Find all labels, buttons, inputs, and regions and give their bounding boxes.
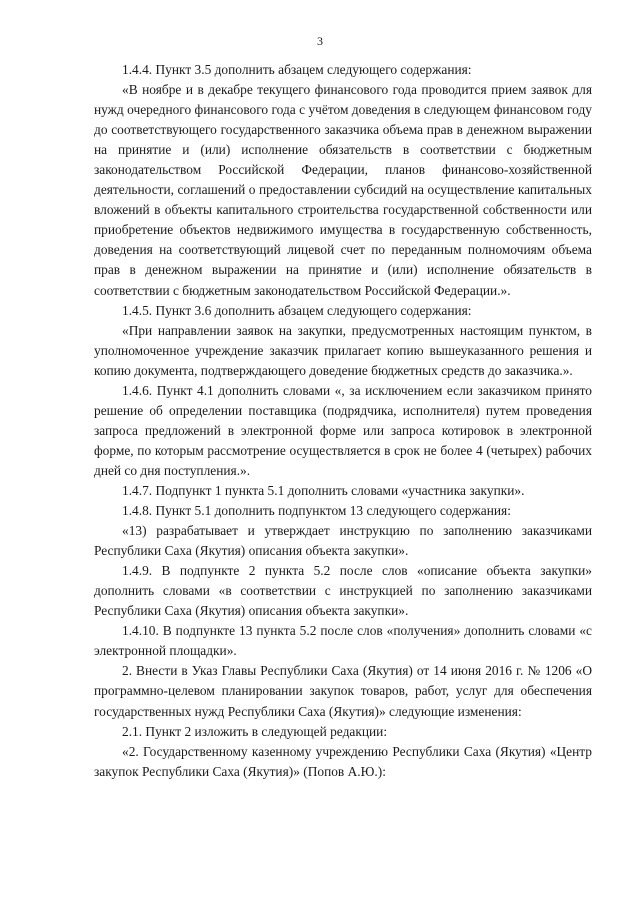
paragraph-1-4-6: 1.4.6. Пункт 4.1 дополнить словами «, за исключением если заказчиком принято решение об определении поставщика (подрядчика, исполнителя) путем проведения запроса предложений в электронной форме или запроса котировок в электронной форме, по которым рассмотрение осуществляется в срок не более 4 (четырех) рабочих дней со дня поступления.». — [94, 382, 592, 478]
paragraph-1-4-10: 1.4.10. В подпункте 13 пункта 5.2 после слов «получения» дополнить словами «с электронной площадки». — [94, 623, 592, 659]
paragraph-1-4-4: 1.4.4. Пункт 3.5 дополнить абзацем следующего содержания: — [122, 62, 472, 77]
paragraph-1-4-8: 1.4.8. Пункт 5.1 дополнить подпунктом 13 следующего содержания: — [122, 503, 511, 519]
page-number: 3 — [317, 34, 323, 48]
paragraph-1-4-5: 1.4.5. Пункт 3.6 дополнить абзацем следующего содержания: — [122, 302, 472, 318]
paragraph-1-4-8-text: «13) разрабатывает и утверждает инструкцию по заполнению заказчиками Республики Саха (Якутия) описания объекта закупки». — [94, 523, 592, 559]
document-body — [94, 60, 592, 782]
paragraph-2: 2. Внести в Указ Главы Республики Саха (Якутия) от 14 июня 2016 г. № 1206 «О программно-целевом планировании закупок товаров, работ, услуг для обеспечения государственных нужд Республики Саха (Якутия)» следующие изменения: — [94, 663, 592, 719]
paragraph-2-1: 2.1. Пункт 2 изложить в следующей редакции: — [122, 723, 388, 739]
paragraph-1-4-4-text: «В ноябре и в декабре текущего финансового года проводится прием заявок для нужд очередного финансового года с учётом доведения в следующем финансовом году до соответствующего государственного заказчика объема прав в денежном выражении на принятие и (или) исполнение обязательств в соответствии с бюджетным законодательством Российской Федерации, планов финансово-хозяйственной деятельности, соглашений о предоставлении субсидий на осуществление капитальных вложений в объекты капитального строительства государственной собственности или приобретение объектов недвижимого имущества в государственную собственность, доведения на соответствующий лицевой счет по переданным полномочиям объема прав в денежном выражении на принятие и (или) исполнение обязательств в соответствии с бюджетным законодательством Российской Федерации.». — [94, 82, 592, 298]
paragraph-1-4-9: 1.4.9. В подпункте 2 пункта 5.2 после слов «описание объекта закупки» дополнить словами «в соответствии с инструкцией по заполнению заказчиками Республики Саха (Якутия) описания объекта закупки». — [94, 563, 592, 619]
paragraph-1-4-7: 1.4.7. Подпункт 1 пункта 5.1 дополнить словами «участника закупки». — [122, 482, 525, 498]
paragraph-2-1-text: «2. Государственному казенному учреждению Республики Саха (Якутия) «Центр закупок Республики Саха (Якутия)» (Попов А.Ю.): — [94, 743, 592, 779]
paragraph-1-4-5-text: «При направлении заявок на закупки, предусмотренных настоящим пунктом, в уполномоченное учреждение заказчик прилагает копию вышеуказанного решения и копию документа, подтверждающего доведение бюджетных средств до заказчика.». — [94, 322, 592, 378]
